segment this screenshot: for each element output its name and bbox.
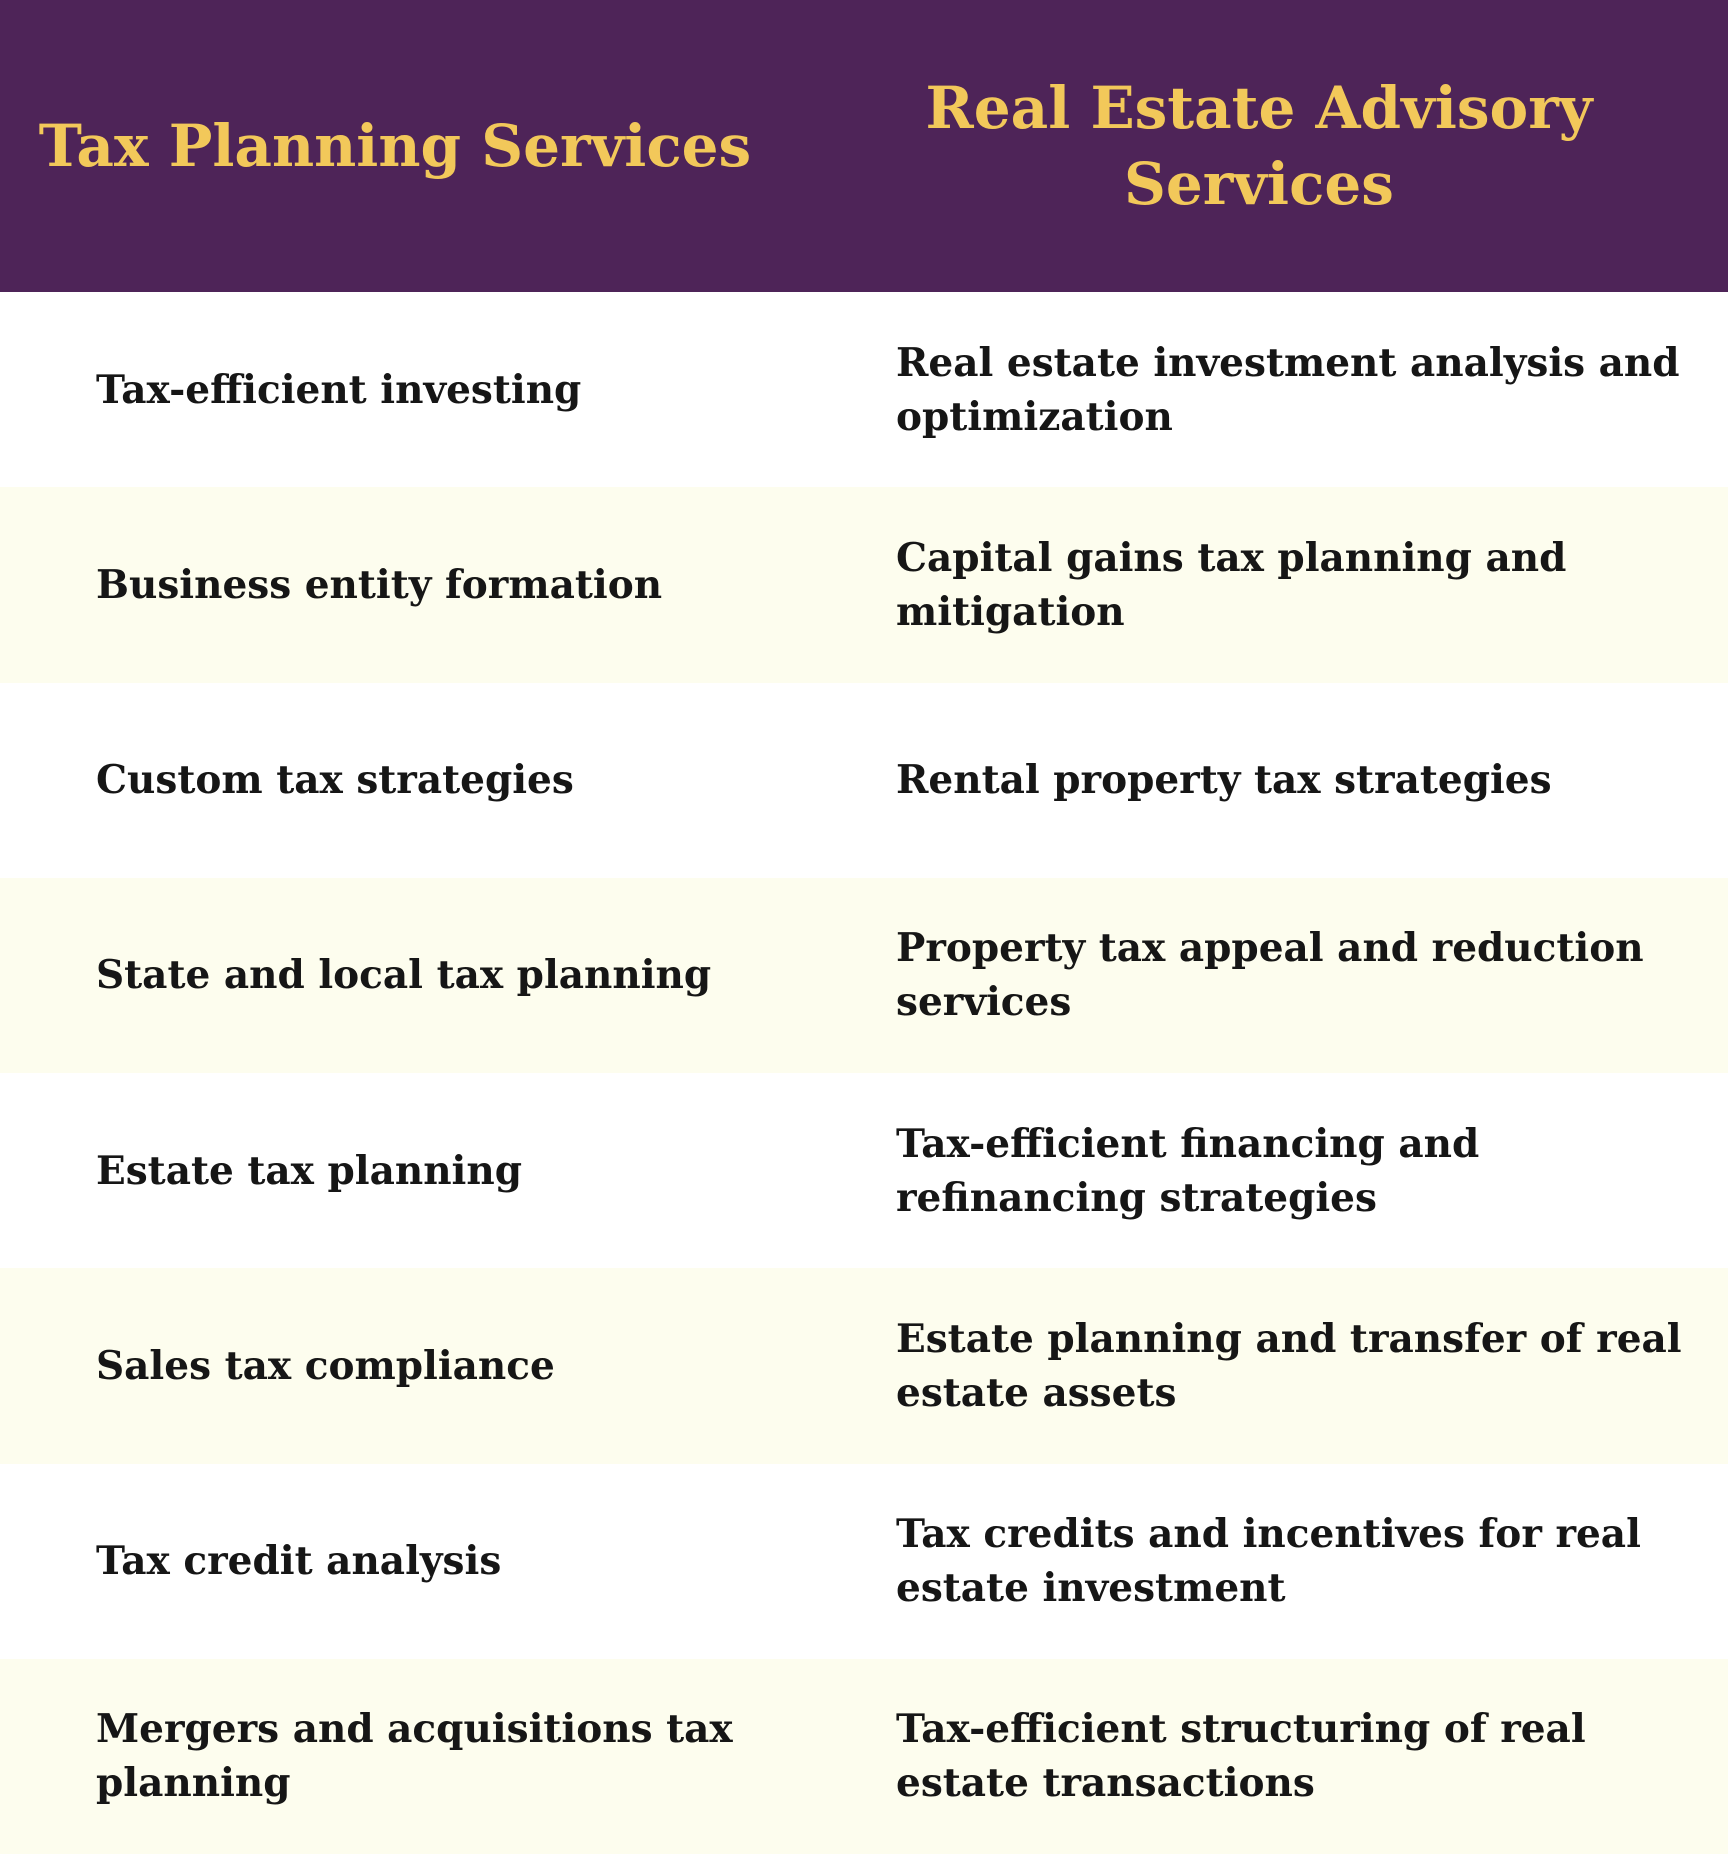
- table-row: [0, 878, 1728, 1073]
- tax-planning-item: Mergers and acquisitions tax planning: [96, 1706, 733, 1807]
- real-estate-item: Capital gains tax planning and mitigation: [896, 534, 1567, 635]
- table-row: [0, 1659, 1728, 1854]
- table-row: [0, 1268, 1728, 1463]
- real-estate-item: Property tax appeal and reduction services: [896, 925, 1644, 1026]
- real-estate-item: Rental property tax strategies: [896, 757, 1552, 804]
- header-tax-planning: Tax Planning Services: [38, 112, 752, 181]
- header-real-estate-advisory: Real Estate Advisory Services: [925, 74, 1593, 219]
- real-estate-item: Real estate investment analysis and optimization: [896, 339, 1680, 440]
- table-row: [0, 1073, 1728, 1268]
- table-row: [0, 683, 1728, 878]
- tax-planning-item: Tax credit analysis: [96, 1538, 502, 1585]
- real-estate-item: Tax credits and incentives for real estate investment: [896, 1511, 1641, 1612]
- tax-planning-item: Business entity formation: [96, 561, 663, 608]
- real-estate-item: Tax-efficient financing and refinancing strategies: [896, 1120, 1480, 1221]
- table-row: [0, 487, 1728, 682]
- tax-planning-item: Custom tax strategies: [96, 757, 574, 804]
- table-header: [0, 0, 1728, 292]
- real-estate-item: Tax-efficient structuring of real estate transactions: [896, 1706, 1586, 1807]
- real-estate-item: Estate planning and transfer of real estate assets: [896, 1315, 1682, 1416]
- tax-planning-item: Estate tax planning: [96, 1147, 522, 1194]
- tax-planning-item: Tax-efficient investing: [96, 366, 582, 413]
- table-row: [0, 1464, 1728, 1659]
- table-row: [0, 292, 1728, 487]
- tax-planning-item: Sales tax compliance: [96, 1342, 555, 1389]
- tax-planning-item: State and local tax planning: [96, 952, 712, 999]
